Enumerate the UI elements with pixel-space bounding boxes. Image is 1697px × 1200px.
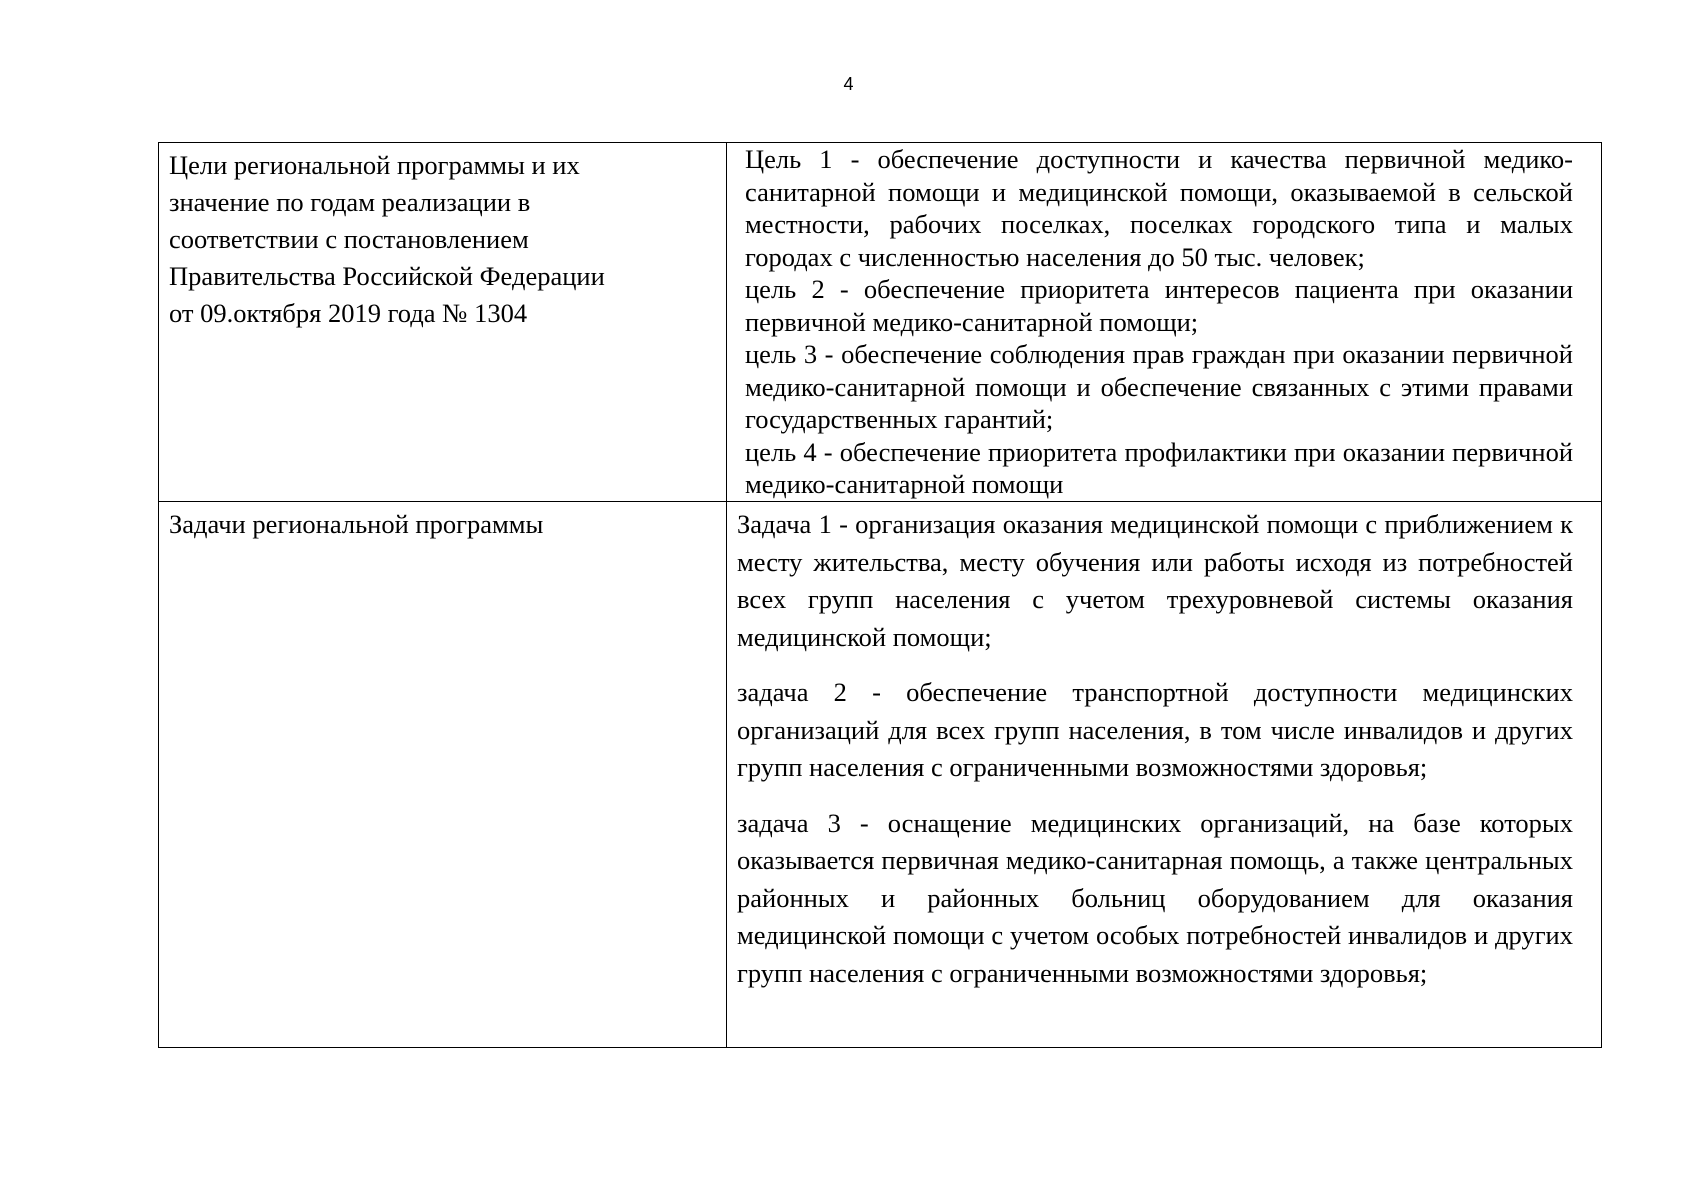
program-table [158, 142, 1602, 1048]
goals-content-cell [727, 143, 1602, 502]
table-row-goals [159, 143, 1602, 502]
tasks-list [727, 502, 1601, 992]
goal-item-2: цель 2 - обеспечение приоритета интересов пациента при оказании первичной медико-санитарной помощи; [745, 274, 1573, 337]
task-item-3: задача 3 - оснащение медицинских организаций, на базе которых оказывается первичная медико-санитарная помощь, а также центральных районных и районных больниц оборудованием для оказания медицинской помощи с учетом особых потребностей инвалидов и других групп населения с ограниченными возможностями здоровья; [737, 807, 1573, 988]
table-row-tasks [159, 502, 1602, 1048]
task-item-1: Задача 1 - организация оказания медицинской помощи с приближением к месту жительства, месту обучения или работы исходя из потребностей всех групп населения с учетом трехуровневой системы оказания медицинской помощи; [737, 509, 1573, 652]
goals-label: Цели региональной программы и их значение по годам реализации в соответствии с постановлением Правительства Российской Федерации от 09.октября 2019 года № 1304 [169, 150, 605, 328]
tasks-label-cell [159, 502, 727, 1048]
tasks-label: Задачи региональной программы [169, 509, 544, 539]
task-item-2: задача 2 - обеспечение транспортной доступности медицинских организаций для всех групп населения, в том числе инвалидов и других групп населения с ограниченными возможностями здоровья; [737, 677, 1573, 782]
goal-item-1: Цель 1 - обеспечение доступности и качества первичной медико-санитарной помощи и медицинской помощи, оказываемой в сельской местности, рабочих поселках, поселках городского типа и малых городах с численностью населения до 50 тыс. человек; [745, 144, 1573, 272]
goals-list [727, 143, 1601, 501]
goal-item-4: цель 4 - обеспечение приоритета профилактики при оказании первичной медико-санитарной помощи [745, 436, 1573, 499]
tasks-content-cell [727, 502, 1602, 1048]
page-number: 4 [843, 74, 854, 94]
goals-label-cell [159, 143, 727, 502]
goal-item-3: цель 3 - обеспечение соблюдения прав граждан при оказании первичной медико-санитарной помощи и обеспечение связанных с этими правами государственных гарантий; [745, 339, 1573, 434]
